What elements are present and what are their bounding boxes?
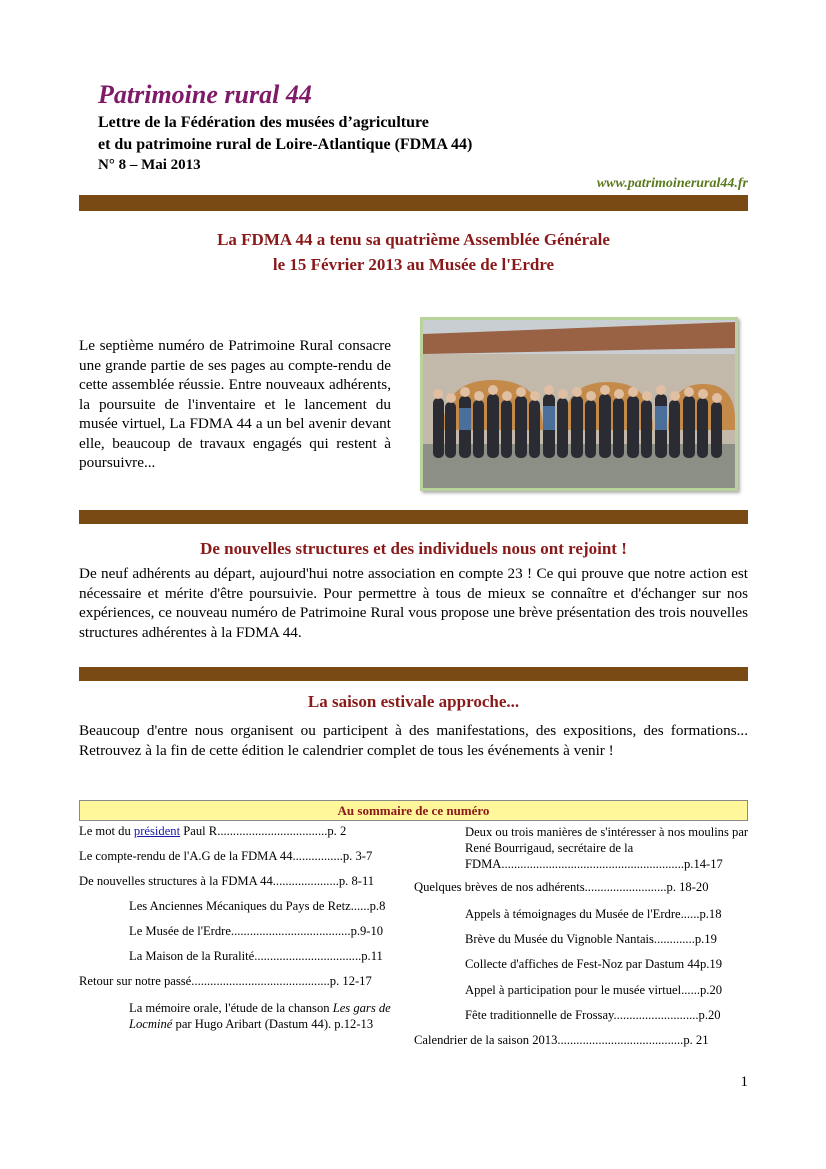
divider-bar (79, 510, 748, 524)
toc-entry[interactable]: Appels à témoignages du Musée de l'Erdre......p.18 (465, 907, 722, 921)
toc-entry[interactable]: Le mot du président Paul R...................................p. 2 (79, 824, 347, 838)
toc-entry[interactable]: Retour sur notre passé............................................p. 12-17 (79, 974, 372, 988)
newsletter-title: Patrimoine rural 44 (98, 80, 312, 109)
toc-entry[interactable]: De nouvelles structures à la FDMA 44.....................p. 8-11 (79, 874, 375, 888)
toc-entry[interactable]: Brève du Musée du Vignoble Nantais.............p.19 (465, 932, 717, 946)
toc-entry[interactable]: La Maison de la Ruralité..................................p.11 (129, 949, 383, 963)
section2-heading: De nouvelles structures et des individuels nous ont rejoint ! (200, 539, 627, 558)
toc-entry[interactable]: Quelques brèves de nos adhérents..........................p. 18-20 (414, 880, 709, 894)
toc-entry[interactable]: Les Anciennes Mécaniques du Pays de Retz......p.8 (129, 899, 386, 913)
group-photo (420, 317, 738, 491)
divider-bar (79, 195, 748, 211)
subtitle-line-2: et du patrimoine rural de Loire-Atlantique (FDMA 44) (98, 136, 473, 153)
section3-body: Beaucoup d'entre nous organisent ou participent à des manifestations, des expositions, des formations... Retrouvez à la fin de cette édition le calendrier complet de tous les événements à venir ! (79, 722, 748, 759)
section1-heading: La FDMA 44 a tenu sa quatrième Assemblée Générale le 15 Février 2013 au Musée de l'Erdre (217, 230, 610, 274)
toc-entry[interactable]: La mémoire orale, l'étude de la chanson Les gars de Locminé par Hugo Aribart (Dastum 44). p.12-13 (129, 1001, 391, 1031)
subtitle-line-1: Lettre de la Fédération des musées d’agriculture (98, 114, 429, 131)
toc-entry[interactable]: Fête traditionnelle de Frossay...........................p.20 (465, 1008, 721, 1022)
divider-bar (79, 667, 748, 681)
section1-body: Le septième numéro de Patrimoine Rural consacre une grande partie de ses pages au compte-rendu de cette assemblée réussie. Entre nouveaux adhérents, la poursuite de l'inventaire et le lancement du musée virtuel, La FDMA 44 a un bel avenir devant elle, beaucoup de travaux engagés qui restent à poursuivre... (79, 337, 391, 471)
president-link[interactable]: président (133, 824, 181, 838)
page-number: 1 (740, 1074, 748, 1090)
section3-heading: La saison estivale approche... (307, 692, 520, 711)
toc-entry[interactable]: Le compte-rendu de l'A.G de la FDMA 44................p. 3-7 (79, 849, 373, 863)
toc-heading: Au sommaire de ce numéro (79, 800, 748, 821)
section2-body: De neuf adhérents au départ, aujourd'hui notre association en compte 23 ! Ce qui prouve que notre action est nécessaire et mérite d'être poursuivie. Pour permettre à tous de mieux se connaître et d'échanger sur nos expériences, ce nouveau numéro de Patrimoine Rural vous propose une brève présentation des trois nouvelles structures adhérentes à la FDMA 44. (79, 565, 748, 641)
toc-entry[interactable]: Le Musée de l'Erdre......................................p.9-10 (129, 924, 384, 938)
toc-entry[interactable]: Appel à participation pour le musée virtuel......p.20 (465, 983, 723, 997)
website-link[interactable]: www.patrimoinerural44.fr (596, 176, 748, 191)
toc-entry[interactable]: Deux ou trois manières de s'intéresser à nos moulins par René Bourrigaud, secrétaire de la FDMA..........................................................p.14-17 (465, 825, 749, 871)
toc-entry[interactable]: Collecte d'affiches de Fest-Noz par Dastum 44p.19 (465, 957, 722, 971)
toc-entry[interactable]: Calendrier de la saison 2013........................................p. 21 (414, 1033, 709, 1047)
issue-number: N° 8 – Mai 2013 (98, 157, 201, 173)
